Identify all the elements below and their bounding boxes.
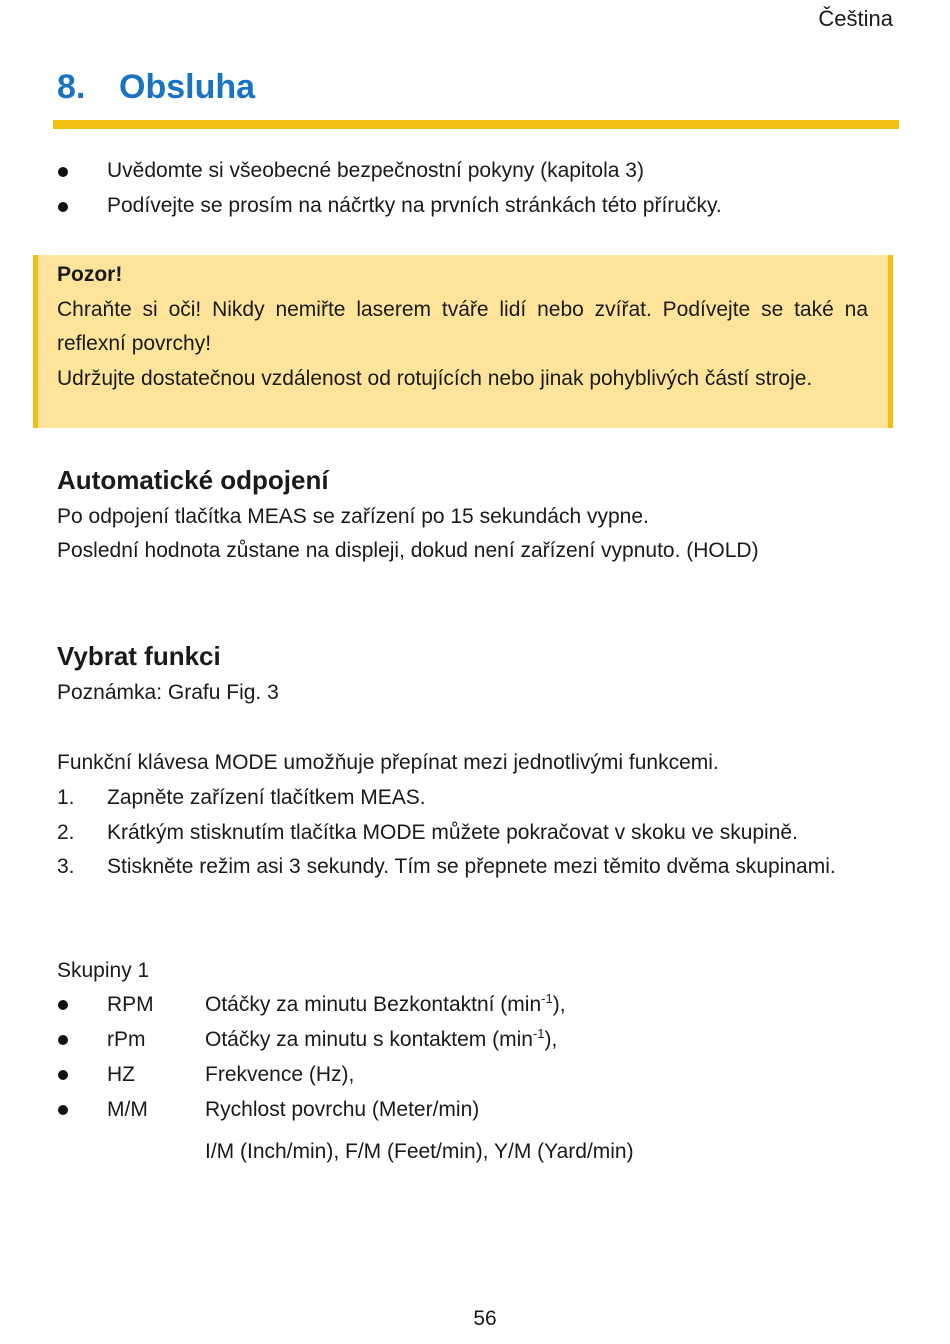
step-number: 1.	[57, 786, 75, 809]
step-text: Zapněte zařízení tlačítkem MEAS.	[107, 786, 426, 809]
title-underline	[53, 120, 899, 129]
list-item	[57, 850, 891, 885]
select-function-heading: Vybrat funkci	[57, 641, 221, 671]
group-label: Skupiny 1	[57, 959, 150, 982]
function-description: Frekvence (Hz),	[205, 1063, 355, 1086]
auto-off-text: Po odpojení tlačítka MEAS se zařízení po 15 sekundách vypne.	[57, 505, 649, 528]
bullet-icon	[58, 202, 68, 212]
warning-line: Chraňte si oči! Nikdy nemiřte laserem tváře lidí nebo zvířat. Podívejte se také na reflexní povrchy!	[57, 297, 868, 355]
step-text: Stiskněte režim asi 3 sekundy. Tím se přepnete mezi těmito dvěma skupinami.	[107, 855, 836, 878]
bullet-text: Podívejte se prosím na náčrtky na prvních stránkách této příručky.	[107, 193, 722, 217]
steps-list	[57, 781, 891, 885]
language-label: Čeština	[818, 6, 893, 31]
step-number: 2.	[57, 820, 75, 844]
function-code: HZ	[107, 1063, 135, 1086]
warning-heading: Pozor!	[57, 263, 123, 286]
list-item	[57, 781, 891, 816]
list-item	[57, 189, 893, 224]
list-item	[57, 1022, 891, 1057]
list-item	[57, 987, 891, 1022]
step-text: Krátkým stisknutím tlačítka MODE můžete pokračovat v skoku ve skupině.	[107, 820, 798, 844]
list-item	[57, 816, 891, 851]
page-number: 56	[473, 1307, 497, 1330]
warning-box	[33, 255, 893, 428]
section-title	[57, 68, 255, 107]
function-code: RPM	[107, 993, 154, 1016]
list-item	[57, 154, 893, 189]
function-description: Rychlost povrchu (Meter/min)	[205, 1098, 480, 1121]
list-item	[57, 1092, 891, 1127]
function-code: rPm	[107, 1028, 146, 1051]
section-number: 8.	[57, 68, 86, 106]
auto-off-text: Poslední hodnota zůstane na displeji, dokud není zařízení vypnuto. (HOLD)	[57, 539, 759, 562]
intro-bullet-list	[57, 154, 893, 223]
additional-units: I/M (Inch/min), F/M (Feet/min), Y/M (Yard/min)	[205, 1140, 634, 1163]
function-description: Otáčky za minutu s kontaktem $(\min^{-1})$,	[205, 1026, 558, 1051]
function-description: Otáčky za minutu Bezkontaktní $(\min^{-1})$,	[205, 991, 566, 1016]
auto-off-heading: Automatické odpojení	[57, 465, 329, 495]
bullet-icon	[58, 1070, 68, 1080]
bullet-icon	[58, 1035, 68, 1045]
section-title-text: Obsluha	[119, 68, 256, 106]
select-function-intro: Funkční klávesa MODE umožňuje přepínat mezi jednotlivými funkcemi.	[57, 751, 719, 774]
group-function-list	[57, 987, 891, 1127]
bullet-icon	[58, 1000, 68, 1010]
function-code: M/M	[107, 1098, 148, 1121]
bullet-icon	[58, 167, 68, 177]
bullet-icon	[58, 1105, 68, 1115]
bullet-text: Uvědomte si všeobecné bezpečnostní pokyny (kapitola 3)	[107, 159, 644, 182]
select-function-note: Poznámka: Grafu Fig. 3	[57, 681, 279, 704]
list-item	[57, 1057, 891, 1092]
step-number: 3.	[57, 855, 75, 878]
warning-line: Udržujte dostatečnou vzdálenost od rotujících nebo jinak pohyblivých částí stroje.	[57, 366, 813, 390]
